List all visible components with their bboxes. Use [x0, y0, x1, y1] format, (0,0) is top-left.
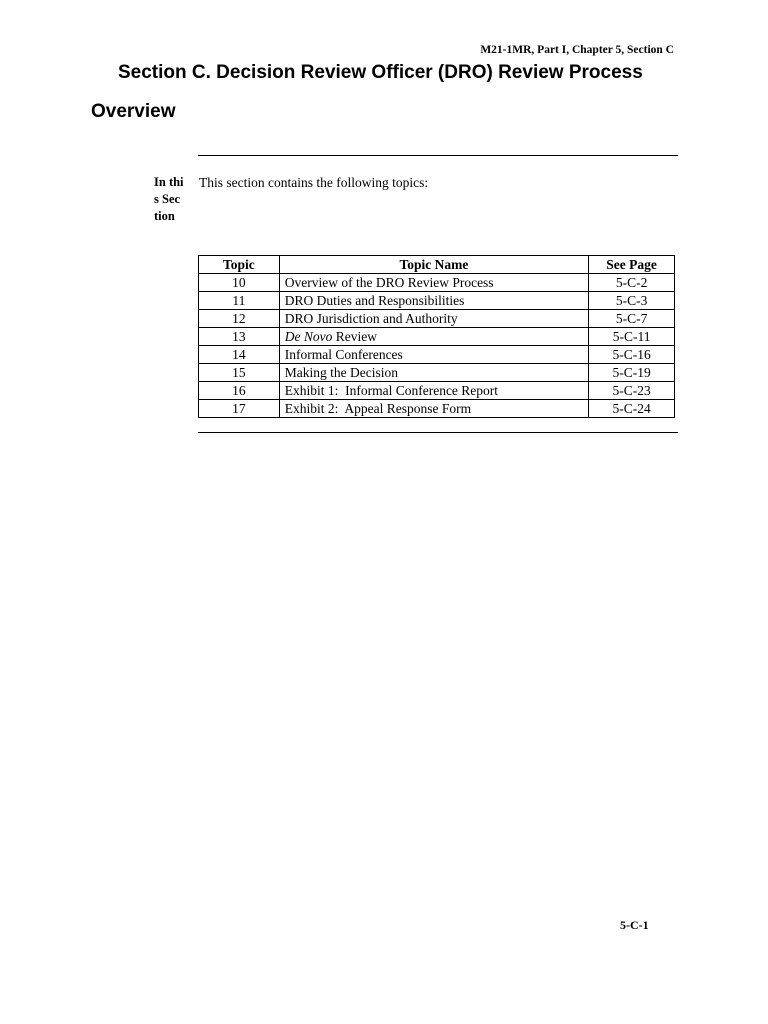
see-page: 5-C-2: [589, 274, 675, 292]
topic-name: Exhibit 2: Appeal Response Form: [279, 400, 588, 418]
see-page: 5-C-19: [589, 364, 675, 382]
topic-name: Informal Conferences: [279, 346, 588, 364]
table-row: [199, 364, 675, 382]
overview-heading: Overview: [91, 101, 176, 122]
topic-name: Overview of the DRO Review Process: [279, 274, 588, 292]
see-page: 5-C-3: [589, 292, 675, 310]
table-row: [199, 274, 675, 292]
top-rule: [198, 155, 678, 156]
see-page: 5-C-24: [589, 400, 675, 418]
page-number: 5-C-1: [620, 918, 649, 932]
table-row: [199, 382, 675, 400]
table-header-row: [199, 256, 675, 274]
see-page: 5-C-23: [589, 382, 675, 400]
topic-number: 14: [199, 346, 280, 364]
topic-number: 11: [199, 292, 280, 310]
topic-number: 15: [199, 364, 280, 382]
topic-name: Making the Decision: [279, 364, 588, 382]
column-header-topic-name: Topic Name: [279, 256, 588, 274]
section-title: Section C. Decision Review Officer (DRO) Review Process: [118, 62, 643, 83]
bottom-rule: [198, 432, 678, 433]
topic-number: 12: [199, 310, 280, 328]
topic-number: 16: [199, 382, 280, 400]
column-header-topic: Topic: [199, 256, 280, 274]
see-page: 5-C-16: [589, 346, 675, 364]
topic-name-rest: Review: [332, 328, 377, 344]
see-page: 5-C-11: [589, 328, 675, 346]
topics-table: [198, 255, 675, 418]
topic-number: 17: [199, 400, 280, 418]
intro-text: This section contains the following topics:: [199, 175, 429, 190]
table-row: [199, 310, 675, 328]
table-row: [199, 292, 675, 310]
table-row: [199, 328, 675, 346]
topic-name: [279, 328, 588, 346]
table-row: [199, 400, 675, 418]
topic-name: DRO Duties and Responsibilities: [279, 292, 588, 310]
see-page: 5-C-7: [589, 310, 675, 328]
topic-number: 10: [199, 274, 280, 292]
topic-name-italic: De Novo: [284, 328, 333, 344]
topic-name: DRO Jurisdiction and Authority: [279, 310, 588, 328]
block-label: In this Section: [154, 175, 184, 223]
running-head: M21-1MR, Part I, Chapter 5, Section C: [480, 44, 674, 56]
topic-number: 13: [199, 328, 280, 346]
table-row: [199, 346, 675, 364]
column-header-see-page: See Page: [589, 256, 675, 274]
topic-name: Exhibit 1: Informal Conference Report: [279, 382, 588, 400]
